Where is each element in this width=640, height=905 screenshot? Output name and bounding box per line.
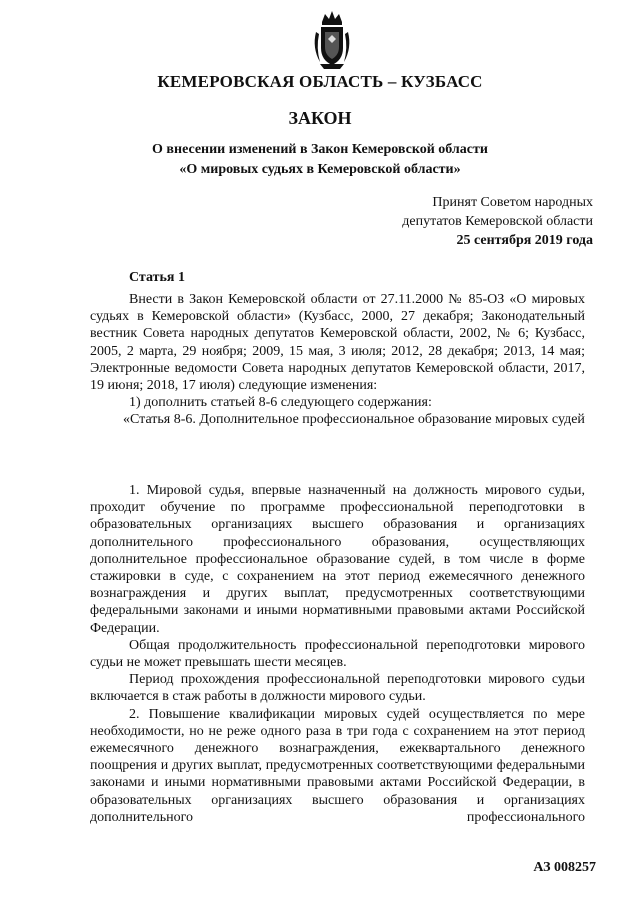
paragraph-2: Общая продолжительность профессиональной переподготовки мирового судьи не может превышать шести месяцев. — [90, 637, 585, 671]
new-article-title: «Статья 8-6. Дополнительное профессиональное образование мировых судей — [123, 412, 585, 428]
coat-of-arms-icon — [310, 8, 354, 72]
paragraph-4: 2. Повышение квалификации мировых судей осуществляется по мере необходимости, но не реже одного раза в три года с сохранением на этот период ежемесячного денежного вознаграждения, ежеквартального денежного поощрения и других выплат, предусмотренных соответствующими федеральными законами и иными нормативными правовыми актами Российской Федерации, в образовательных организациях высшего образования и организациях дополнительного профессионального — [90, 706, 585, 825]
paragraph-3: Период прохождения профессиональной переподготовки мирового судьи включается в стаж работы в должности мирового судьи. — [90, 672, 585, 705]
document-serial-number: АЗ 008257 — [533, 860, 596, 875]
adoption-line-1: Принят Советом народных — [432, 195, 593, 210]
item-1-paragraph: 1) дополнить статьей 8-6 следующего содержания: — [129, 395, 432, 411]
paragraph-1: 1. Мировой судья, впервые назначенный на должность мирового судьи, проходит обучение по программе профессиональной переподготовки в образовательных организациях высшего образования и организациях дополнительного профессионального образования, осуществляющих дополнительное профессиональное образование судей, в том числе в форме стажировки в суде, с сохранением на этот период ежемесячного денежного вознаграждения и других выплат, предусмотренных соответствующими федеральными законами и иными нормативными правовыми актами Российской Федерации. — [90, 483, 585, 636]
adoption-block — [402, 193, 593, 250]
article-text-block — [90, 291, 585, 429]
new-article-body — [90, 482, 585, 826]
article-heading: Статья 1 — [129, 270, 185, 285]
region-title: КЕМЕРОВСКАЯ ОБЛАСТЬ – КУЗБАСС — [157, 72, 483, 91]
subtitle-line-1: О внесении изменений в Закон Кемеровской области — [152, 142, 488, 157]
document-type-title: ЗАКОН — [288, 108, 352, 128]
subtitle-line-2: «О мировых судьях в Кемеровской области» — [179, 162, 461, 177]
article-intro-paragraph: Внести в Закон Кемеровской области от 27.11.2000 № 85-ОЗ «О мировых судьях в Кемеровской области» (Кузбасс, 2000, 27 декабря; Законодательный вестник Совета народных депутатов Кемеровской области, 2002, № 6; Кузбасс, 2005, 2 марта, 29 ноября; 2009, 15 мая, 3 июля; 2012, 28 декабря; 2013, 14 мая; Электронные ведомости Совета народных депутатов Кемеровской области, 2017, 19 июня; 2018, 17 июля) следующие изменения: — [90, 292, 585, 394]
adoption-date: 25 сентября 2019 года — [456, 233, 593, 248]
law-subtitle — [0, 140, 640, 180]
adoption-line-2: депутатов Кемеровской области — [402, 214, 593, 229]
